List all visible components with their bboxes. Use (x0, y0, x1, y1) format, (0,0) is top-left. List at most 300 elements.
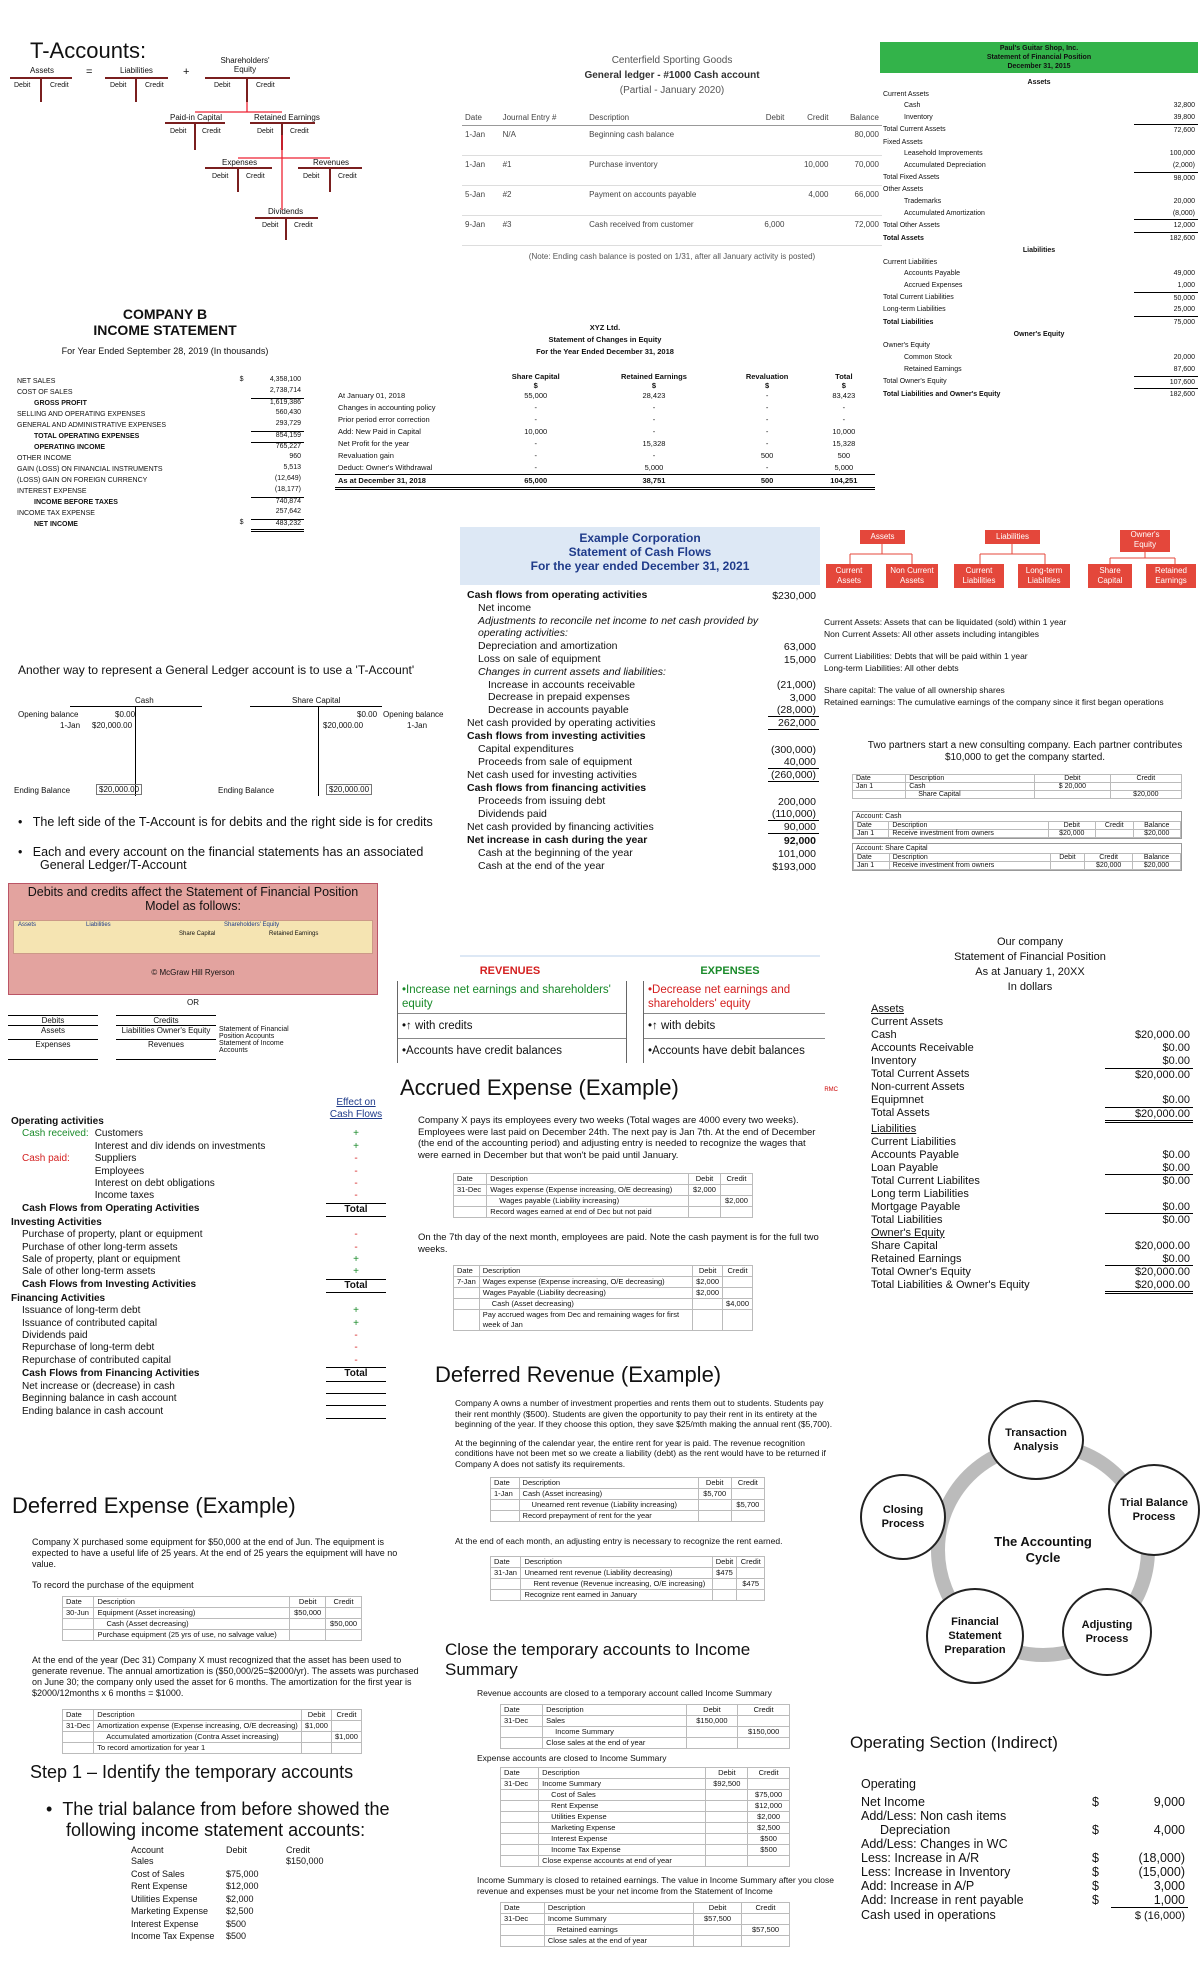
ops-row (858, 1851, 1188, 1865)
table-cell: Equipment (Asset increasing) (94, 1608, 290, 1619)
strip-re: Retained Earnings (269, 931, 319, 937)
table-cell: $1,000 (331, 1732, 361, 1743)
table-cell: Income Tax Expense (131, 1931, 215, 1941)
incb-row (14, 464, 304, 475)
journal-header (501, 1768, 790, 1779)
table-cell: - (765, 415, 769, 424)
table-cell: Interest Expense (131, 1918, 199, 1929)
table-cell: Total Fixed Assets (883, 174, 940, 182)
table-cell: - (842, 403, 846, 412)
dc-r1-note: Statement of Financial Position Accounts (219, 1025, 289, 1040)
table-cell: 107,600 (1169, 378, 1195, 386)
ops-panel (848, 1733, 1200, 1976)
dc-model-title: Debits and credits affect the Statement of Financial Position Model as follows: (27, 885, 359, 913)
table-cell (454, 1299, 480, 1310)
incb-row (14, 398, 304, 409)
table-cell: 75,000 (1134, 317, 1198, 329)
table-cell: - (652, 451, 656, 460)
table-cell: Recognize rent earned in January (521, 1590, 712, 1601)
table-cell (237, 409, 251, 420)
table-cell (750, 156, 788, 186)
table-cell: Description (479, 1266, 692, 1277)
table-cell: 500 (837, 451, 851, 460)
table-cell: 293,729 (275, 420, 301, 427)
cfd-row (8, 1116, 386, 1128)
table-cell: Unearned rent revenue (Liability increasing) (519, 1500, 698, 1511)
table-cell: Date (454, 1174, 487, 1185)
table-cell: 765,227 (251, 442, 304, 453)
table-cell: Rent Expense (131, 1881, 188, 1891)
table-cell (501, 1936, 545, 1947)
table-cell: Debit (302, 1710, 332, 1721)
journal-row (501, 1716, 790, 1727)
cycle-closing (860, 1474, 946, 1560)
table-cell: 5,000 (834, 463, 854, 472)
table-cell: 30-Jun (63, 1608, 94, 1619)
gl-open-label: Opening balance (18, 710, 79, 719)
gl-share-open-date: 1-Jan (407, 721, 428, 730)
step1-bullet: • The trial balance from before showed the following income statement accounts: (46, 1799, 390, 1840)
table-cell: Ending balance in cash account (22, 1405, 164, 1417)
table-cell (1105, 1003, 1193, 1016)
cfd-row (8, 1266, 386, 1279)
incb-title2: INCOME STATEMENT (93, 322, 237, 338)
partners-text: Two partners start a new consulting company. Each partner contributes $10,000 to get the company started. (867, 740, 1183, 763)
journal-header (501, 1903, 790, 1914)
table-cell (768, 730, 819, 743)
table-cell: $ (239, 519, 244, 526)
table-cell (454, 1207, 487, 1218)
table-cell (491, 1579, 521, 1590)
t-accounts-diagram (0, 0, 370, 300)
tree-retained: Retained Earnings (1146, 564, 1196, 588)
pj-row (853, 791, 1182, 799)
table-cell: $2,000 (226, 1893, 254, 1904)
tree-assets: Assets (860, 530, 905, 544)
cf-row (464, 795, 819, 808)
step-row (128, 1930, 343, 1943)
journal-row (501, 1845, 790, 1856)
table-cell: 1,619,386 (251, 398, 304, 409)
table-cell (1089, 1908, 1111, 1922)
step1-bullet-text: The trial balance from before showed the following income statement accounts: (62, 1799, 390, 1840)
cfd-row (8, 1178, 386, 1190)
dc-lbl: Debit (170, 128, 187, 135)
table-cell: Leasehold Improvements (904, 150, 983, 158)
table-cell: 66,000 (831, 186, 882, 216)
table-cell: Cash received from customer (586, 216, 750, 246)
close-table-3 (500, 1902, 790, 1947)
table-cell: Total Other Assets (883, 221, 940, 229)
table-cell: Prior period error correction (338, 415, 430, 424)
table-cell (1134, 137, 1198, 149)
step1-panel (0, 1762, 440, 1976)
journal-header (454, 1266, 753, 1277)
table-cell: OPERATING INCOME (34, 444, 106, 451)
cycle-n1: Transaction Analysis (1005, 1427, 1067, 1453)
table-cell: $20,000 (1110, 791, 1181, 799)
table-cell (738, 1738, 790, 1749)
table-cell: Credit (787, 110, 831, 126)
cycle-adjusting (1062, 1588, 1152, 1676)
table-cell: Add/Less: Non cash items (861, 1809, 1007, 1823)
table-cell (689, 1207, 721, 1218)
table-cell: $50,000 (326, 1619, 362, 1630)
table-cell (63, 1732, 94, 1743)
incb-row (14, 475, 304, 486)
table-cell (1095, 830, 1133, 838)
table-cell: Cash (906, 783, 1035, 791)
table-cell: Description (94, 1710, 302, 1721)
t-dividends-label: Dividends (268, 207, 304, 216)
table-cell (698, 1511, 731, 1522)
equity-changes-panel (335, 322, 875, 532)
ledger-header (462, 110, 882, 126)
table-cell (237, 508, 251, 519)
table-cell: 7-Jan (454, 1277, 480, 1288)
ours-row (868, 1136, 1193, 1149)
incb-title1: COMPANY B (122, 306, 208, 322)
table-cell: - (534, 451, 537, 460)
accrued-p2: On the 7th day of the next month, employees are paid. Note the cash payment is for the full two weeks. (418, 1232, 819, 1255)
table-cell: Date (854, 854, 890, 862)
eq-row (335, 414, 875, 426)
table-cell: $2,000 (693, 1277, 723, 1288)
sfp-row (880, 160, 1198, 172)
table-cell (1035, 791, 1111, 799)
ledger-row (462, 126, 882, 156)
table-cell (694, 1936, 742, 1947)
table-cell (501, 1845, 539, 1856)
table-cell: Net income (478, 601, 532, 614)
table-cell: Current Liabilities (871, 1135, 956, 1148)
table-cell (1105, 1123, 1193, 1136)
table-cell (721, 1207, 753, 1218)
table-cell: Credit (1085, 854, 1133, 862)
table-cell (1105, 1136, 1193, 1149)
gl-cash-open: $0.00 (115, 710, 136, 719)
journal-row (501, 1801, 790, 1812)
table-cell (302, 1743, 332, 1754)
table-cell (501, 1823, 539, 1834)
cf-title3: For the year ended December 31, 2021 (530, 559, 750, 573)
table-cell: Date (454, 1266, 480, 1277)
gl-bullet-2: • Each and every account on the financial statements has an associated General Ledger/T-Account (18, 845, 424, 872)
table-cell (237, 453, 251, 464)
table-cell: #2 (500, 186, 586, 216)
table-cell: Net cash provided by financing activities (467, 820, 654, 833)
gl-bullet-1: • The left side of the T-Account is for debits and the right side is for credits (18, 815, 433, 829)
cf-row (464, 691, 819, 704)
table-cell (237, 431, 251, 442)
table-cell (237, 442, 251, 453)
table-cell: - (765, 463, 769, 472)
table-cell: 15,000 (783, 653, 816, 666)
gl-end-label: Ending Balance (14, 786, 71, 795)
ours-row (868, 1042, 1193, 1055)
table-cell: Cash Flows from Operating Activities (22, 1203, 200, 1215)
table-cell: Add: Increase in A/P (861, 1879, 975, 1893)
table-cell: $193,000 (772, 860, 816, 873)
dc-r2-note: Statement of Income Accounts (219, 1039, 284, 1054)
ours-row (868, 1068, 1193, 1081)
table-cell: 90,000 (768, 821, 819, 834)
journal-row (501, 1856, 790, 1867)
defexp-p1: Company X purchased some equipment for $50,000 at the end of Jun. The equipment is expected to have a useful life of 25 years. At the end of 25 years the equipment will have no value. (32, 1537, 398, 1569)
sfp-row (880, 317, 1198, 329)
table-cell: Wages payable (Liability increasing) (487, 1196, 689, 1207)
table-cell: 63,000 (783, 640, 816, 653)
table-cell: 500 (722, 475, 813, 489)
incb-table (14, 376, 304, 532)
sfp-row (880, 124, 1198, 136)
t-retained-label: Retained Earnings (254, 113, 320, 122)
journal-row (63, 1619, 362, 1630)
dc-r2-debit: Expenses (8, 1040, 98, 1060)
table-cell: 83,423 (832, 391, 856, 400)
journal-row (501, 1823, 790, 1834)
cf-row (464, 847, 819, 860)
table-cell: Record wages earned at end of Dec but not paid (487, 1207, 689, 1218)
table-cell: Wages expense (Expense increasing, O/E decreasing) (479, 1277, 692, 1288)
table-cell: 9,000 (1153, 1795, 1185, 1809)
ours-row (868, 1055, 1193, 1068)
strip-assets: Assets (18, 922, 37, 928)
guitar-sfp-h2: Statement of Financial Position (986, 54, 1092, 61)
table-cell: 20,000 (1173, 198, 1195, 206)
table-cell (1089, 1837, 1111, 1851)
table-cell: Assets (1027, 79, 1051, 86)
accrued-table-1 (453, 1173, 753, 1218)
cfd-row (8, 1293, 386, 1305)
table-cell: Cash (904, 102, 921, 110)
table-cell: 3,000 (1153, 1879, 1185, 1893)
guitar-sfp-h1: Paul's Guitar Shop, Inc. (999, 45, 1079, 52)
table-cell (737, 1568, 765, 1579)
table-cell (1105, 1188, 1193, 1201)
table-cell: $ (533, 381, 538, 390)
table-cell: $150,000 (738, 1727, 790, 1738)
table-cell: 500 (760, 451, 774, 460)
table-cell (1105, 1227, 1193, 1240)
sfp-row (880, 268, 1198, 280)
table-cell: Accounts Receivable (871, 1042, 974, 1054)
table-cell: Net Profit for the year (338, 439, 410, 448)
table-cell: Rent Expense (539, 1801, 706, 1812)
table-cell: Total Current Assets (883, 126, 946, 134)
table-cell: $0.00 (1105, 1162, 1193, 1175)
journal-header (63, 1710, 362, 1721)
rev-exp-panel (395, 963, 825, 1078)
table-cell: Liabilities (1022, 246, 1056, 254)
table-cell: $150,000 (686, 1716, 738, 1727)
cf-row (464, 821, 819, 834)
journal-row (63, 1743, 362, 1754)
table-cell: Long term Liabilities (871, 1187, 969, 1200)
journal-row (63, 1608, 362, 1619)
table-cell: 101,000 (778, 847, 816, 860)
t-accounts-panel (0, 0, 370, 300)
table-cell (693, 1310, 723, 1331)
close-title: Close the temporary accounts to Income Summary (445, 1640, 751, 1679)
rev-line1: •Increase net earnings and shareholders' equity (398, 981, 626, 1014)
table-cell: - (534, 415, 537, 424)
gl-bullet-1-text: The left side of the T-Account is for debits and the right side is for credits (32, 815, 433, 829)
table-cell: - (354, 1165, 358, 1177)
table-cell: 70,000 (831, 156, 882, 186)
table-cell: $ (1092, 1795, 1099, 1809)
ops-row (858, 1837, 1188, 1851)
gl-cash-hline (70, 706, 202, 707)
table-cell (237, 464, 251, 475)
table-cell: $0.00 (1162, 1148, 1190, 1161)
table-cell: 257,642 (275, 508, 301, 515)
table-cell: Retained Earnings (871, 1252, 962, 1265)
dc-lbl: Credit (256, 82, 275, 89)
table-cell (290, 1619, 326, 1630)
table-cell (723, 1310, 753, 1331)
table-cell: 72,000 (831, 216, 882, 246)
table-cell (326, 1217, 386, 1229)
gl-share-hline (250, 706, 382, 707)
gl-taccount-panel (0, 660, 460, 880)
sfp-row (880, 112, 1198, 124)
cf-row (464, 640, 819, 653)
table-cell: Total Owner's Equity (883, 378, 947, 386)
ops-row (858, 1823, 1188, 1837)
cycle-financial (926, 1588, 1024, 1684)
table-cell: Credit (326, 1597, 362, 1608)
table-cell: Beginning cash balance (586, 126, 750, 156)
def-line: Non Current Assets: All other assets including intangibles (824, 629, 1039, 639)
table-cell: (2,000) (1134, 160, 1198, 172)
table-cell: Other Assets (883, 186, 924, 194)
sfp-row (880, 77, 1198, 89)
table-cell: Credit (738, 1705, 790, 1716)
ours-row (868, 1016, 1193, 1029)
cfd-row (8, 1342, 386, 1354)
table-cell: + (353, 1253, 359, 1265)
cf-table (464, 589, 819, 873)
table-cell (693, 1299, 723, 1310)
table-cell: Credit (748, 1768, 790, 1779)
table-cell: Sales (131, 1856, 154, 1866)
cash-acct-label: Account: Cash (856, 813, 902, 820)
table-cell: $5,700 (698, 1489, 731, 1500)
table-cell: Cash flows from investing activities (467, 730, 646, 743)
dc-lbl: Credit (202, 128, 221, 135)
table-cell (501, 1834, 539, 1845)
table-cell: $12,000 (748, 1801, 790, 1812)
ledger-row (462, 216, 882, 246)
table-cell (237, 486, 251, 497)
table-cell: Close sales at the end of year (544, 1936, 693, 1947)
cf-effect-panel (8, 1097, 388, 1487)
rev-box (397, 981, 627, 1063)
table-cell: Date (501, 1903, 545, 1914)
journal-row (63, 1630, 362, 1641)
table-cell: 262,000 (768, 717, 819, 730)
dc-or-panel (8, 998, 408, 1088)
eq-table (335, 372, 875, 490)
table-cell: Loan Payable (871, 1161, 939, 1174)
table-cell (853, 791, 906, 799)
table-cell (501, 1738, 543, 1749)
tree-share-capital: Share Capital (1088, 564, 1132, 588)
sfp-row (880, 376, 1198, 389)
table-cell: Cash paid: (22, 1153, 70, 1165)
table-cell (237, 475, 251, 486)
table-cell (237, 398, 251, 409)
incb-row (14, 431, 304, 442)
ours-row (868, 1175, 1193, 1188)
table-cell: (18,177) (274, 486, 301, 493)
sfp-row (880, 304, 1198, 316)
table-cell: Description (521, 1557, 712, 1568)
cycle-n2: Trial Balance Process (1120, 1497, 1188, 1523)
table-cell: 182,600 (1134, 389, 1198, 401)
ours-row (868, 1123, 1193, 1136)
table-cell: Investing Activities (11, 1216, 102, 1228)
cf-row (464, 808, 819, 821)
table-cell: Debit (686, 1705, 738, 1716)
table-cell: Debit (689, 1174, 721, 1185)
table-cell: Record prepayment of rent for the year (519, 1511, 698, 1522)
cycle-n4: Financial Statement Preparation (944, 1616, 1006, 1656)
table-cell: Add: Increase in rent payable (861, 1893, 1024, 1907)
table-cell (8, 1141, 92, 1153)
table-cell: Debit (1035, 775, 1111, 783)
table-cell: $ (1092, 1879, 1099, 1893)
table-cell (283, 1893, 343, 1906)
table-cell: 200,000 (778, 795, 816, 808)
journal-row (501, 1779, 790, 1790)
journal-row (491, 1489, 765, 1500)
cf-row (464, 589, 819, 602)
cycle-center-text: The Accounting Cycle (994, 1534, 1092, 1565)
table-cell: Issuance of contributed capital (22, 1317, 158, 1329)
table-cell: NET SALES (17, 378, 56, 385)
table-cell: Close expense accounts at end of year (539, 1856, 706, 1867)
table-cell: Proceeds from issuing debt (478, 795, 606, 808)
ours-row (868, 1227, 1193, 1240)
incb-row (14, 453, 304, 464)
journal-header (491, 1478, 765, 1489)
table-cell (1105, 1016, 1193, 1029)
table-cell (706, 1823, 748, 1834)
table-cell: Income taxes (94, 1190, 155, 1202)
table-cell: - (534, 463, 537, 472)
table-cell: $20,000.00 (1134, 1068, 1190, 1081)
exp-box (643, 981, 825, 1063)
defexp-title: Deferred Expense (Example) (12, 1493, 296, 1518)
table-cell: $ (1092, 1823, 1099, 1837)
table-cell: Description (543, 1705, 686, 1716)
table-cell: Owner's Equity (871, 1226, 945, 1239)
cycle-trial (1108, 1464, 1200, 1556)
accrued-panel (398, 1075, 843, 1365)
ledger-sub: (Partial - January 2020) (619, 85, 725, 96)
table-cell: INTEREST EXPENSE (17, 488, 87, 495)
dc-r1-credit: Liabilities Owner's Equity (116, 1026, 216, 1040)
accounts-tree-panel (820, 530, 1198, 740)
cf-row (464, 679, 819, 692)
table-cell: Description (539, 1768, 706, 1779)
sfp-row (880, 148, 1198, 160)
table-cell: 560,430 (275, 409, 301, 416)
table-cell: 4,000 (1153, 1823, 1185, 1837)
journal-row (501, 1834, 790, 1845)
